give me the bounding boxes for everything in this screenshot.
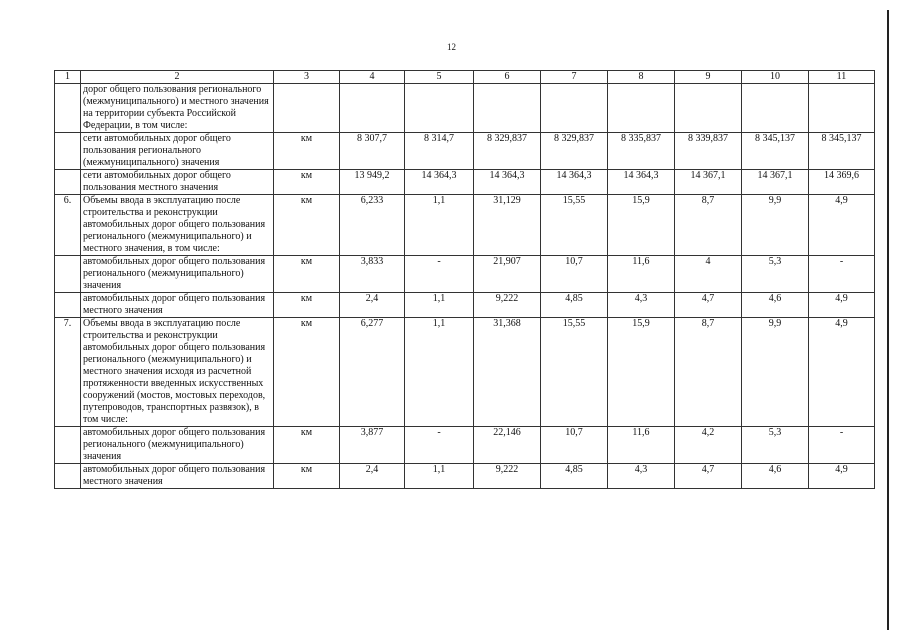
row-unit: км: [274, 464, 340, 489]
data-table: [54, 70, 875, 489]
value-cell: 2,4: [340, 464, 405, 489]
row-unit: км: [274, 427, 340, 464]
value-cell: 8,7: [675, 318, 742, 427]
row-description: Объемы ввода в эксплуатацию после строительства и реконструкции автомобильных дорог общего пользования регионального (межмуниципального) и местного значения, в том числе:: [81, 195, 274, 256]
value-cell: 8 307,7: [340, 133, 405, 170]
row-description: сети автомобильных дорог общего пользования местного значения: [81, 170, 274, 195]
value-cell: 14 369,6: [809, 170, 875, 195]
table-row: [55, 195, 875, 256]
value-cell: 8 339,837: [675, 133, 742, 170]
value-cell: 2,4: [340, 293, 405, 318]
value-cell: 1,1: [405, 293, 474, 318]
value-cell: 4,9: [809, 195, 875, 256]
value-cell: 6,277: [340, 318, 405, 427]
value-cell: 1,1: [405, 318, 474, 427]
value-cell: 4,7: [675, 293, 742, 318]
value-cell: -: [405, 256, 474, 293]
value-cell: -: [809, 256, 875, 293]
table-row: [55, 170, 875, 195]
value-cell: 21,907: [474, 256, 541, 293]
header-cell: 1: [55, 71, 81, 84]
row-unit: км: [274, 318, 340, 427]
header-cell: 5: [405, 71, 474, 84]
row-description: сети автомобильных дорог общего пользования регионального (межмуниципального) значения: [81, 133, 274, 170]
row-number: [55, 170, 81, 195]
header-cell: 6: [474, 71, 541, 84]
row-description: автомобильных дорог общего пользования регионального (межмуниципального) значения: [81, 427, 274, 464]
value-cell: 3,833: [340, 256, 405, 293]
value-cell: 11,6: [608, 427, 675, 464]
value-cell: 14 364,3: [541, 170, 608, 195]
value-cell: 4,3: [608, 464, 675, 489]
value-cell: [340, 84, 405, 133]
value-cell: 15,9: [608, 318, 675, 427]
value-cell: [608, 84, 675, 133]
header-cell: 10: [742, 71, 809, 84]
row-description: автомобильных дорог общего пользования местного значения: [81, 293, 274, 318]
table-row: [55, 256, 875, 293]
value-cell: 5,3: [742, 427, 809, 464]
row-number: [55, 84, 81, 133]
value-cell: 31,129: [474, 195, 541, 256]
value-cell: 4,9: [809, 464, 875, 489]
value-cell: 8 335,837: [608, 133, 675, 170]
value-cell: [541, 84, 608, 133]
value-cell: -: [405, 427, 474, 464]
value-cell: 4,2: [675, 427, 742, 464]
value-cell: 14 367,1: [675, 170, 742, 195]
value-cell: 15,55: [541, 318, 608, 427]
value-cell: 4: [675, 256, 742, 293]
row-unit: км: [274, 293, 340, 318]
margin-rule: [887, 10, 889, 630]
value-cell: 11,6: [608, 256, 675, 293]
value-cell: 13 949,2: [340, 170, 405, 195]
value-cell: 14 364,3: [608, 170, 675, 195]
value-cell: 14 364,3: [405, 170, 474, 195]
value-cell: 4,85: [541, 464, 608, 489]
row-description: автомобильных дорог общего пользования регионального (межмуниципального) значения: [81, 256, 274, 293]
header-cell: 4: [340, 71, 405, 84]
value-cell: 5,3: [742, 256, 809, 293]
value-cell: 4,9: [809, 293, 875, 318]
value-cell: 3,877: [340, 427, 405, 464]
value-cell: 9,222: [474, 293, 541, 318]
value-cell: 15,55: [541, 195, 608, 256]
row-unit: км: [274, 170, 340, 195]
value-cell: 31,368: [474, 318, 541, 427]
row-number: [55, 293, 81, 318]
value-cell: 6,233: [340, 195, 405, 256]
row-number: [55, 427, 81, 464]
page-number: 12: [447, 42, 456, 52]
header-cell: 3: [274, 71, 340, 84]
value-cell: 8 345,137: [742, 133, 809, 170]
table-row: [55, 133, 875, 170]
value-cell: 4,85: [541, 293, 608, 318]
table-row: [55, 318, 875, 427]
row-number: 7.: [55, 318, 81, 427]
value-cell: 8,7: [675, 195, 742, 256]
row-unit: км: [274, 195, 340, 256]
value-cell: -: [809, 427, 875, 464]
value-cell: 4,6: [742, 464, 809, 489]
table-row: [55, 427, 875, 464]
row-description: дорог общего пользования регионального (межмуниципального) и местного значения на территории субъекта Российской Федерации, в том числе:: [81, 84, 274, 133]
value-cell: 15,9: [608, 195, 675, 256]
value-cell: 4,9: [809, 318, 875, 427]
value-cell: 14 367,1: [742, 170, 809, 195]
value-cell: [675, 84, 742, 133]
row-number: 6.: [55, 195, 81, 256]
value-cell: [474, 84, 541, 133]
value-cell: 10,7: [541, 256, 608, 293]
value-cell: 9,222: [474, 464, 541, 489]
row-number: [55, 464, 81, 489]
row-description: Объемы ввода в эксплуатацию после строительства и реконструкции автомобильных дорог общего пользования регионального (межмуниципального) и местного значения исходя из расчетной протяженности введенных искусственных сооружений (мостов, мостовых переходов, путепроводов, транспортных развязок), в том числе:: [81, 318, 274, 427]
row-description: автомобильных дорог общего пользования местного значения: [81, 464, 274, 489]
value-cell: 1,1: [405, 195, 474, 256]
header-cell: 8: [608, 71, 675, 84]
value-cell: 8 345,137: [809, 133, 875, 170]
value-cell: [405, 84, 474, 133]
header-row: [55, 71, 875, 84]
value-cell: [742, 84, 809, 133]
table-row: [55, 293, 875, 318]
row-number: [55, 133, 81, 170]
value-cell: 4,3: [608, 293, 675, 318]
row-unit: км: [274, 256, 340, 293]
value-cell: 8 314,7: [405, 133, 474, 170]
row-unit: км: [274, 133, 340, 170]
table-row: [55, 464, 875, 489]
value-cell: 22,146: [474, 427, 541, 464]
value-cell: 8 329,837: [541, 133, 608, 170]
value-cell: 14 364,3: [474, 170, 541, 195]
row-number: [55, 256, 81, 293]
header-cell: 7: [541, 71, 608, 84]
value-cell: 4,6: [742, 293, 809, 318]
header-cell: 11: [809, 71, 875, 84]
header-cell: 9: [675, 71, 742, 84]
value-cell: 9,9: [742, 318, 809, 427]
value-cell: 10,7: [541, 427, 608, 464]
value-cell: 1,1: [405, 464, 474, 489]
row-unit: [274, 84, 340, 133]
value-cell: 8 329,837: [474, 133, 541, 170]
value-cell: 4,7: [675, 464, 742, 489]
value-cell: [809, 84, 875, 133]
header-cell: 2: [81, 71, 274, 84]
value-cell: 9,9: [742, 195, 809, 256]
table-row: [55, 84, 875, 133]
